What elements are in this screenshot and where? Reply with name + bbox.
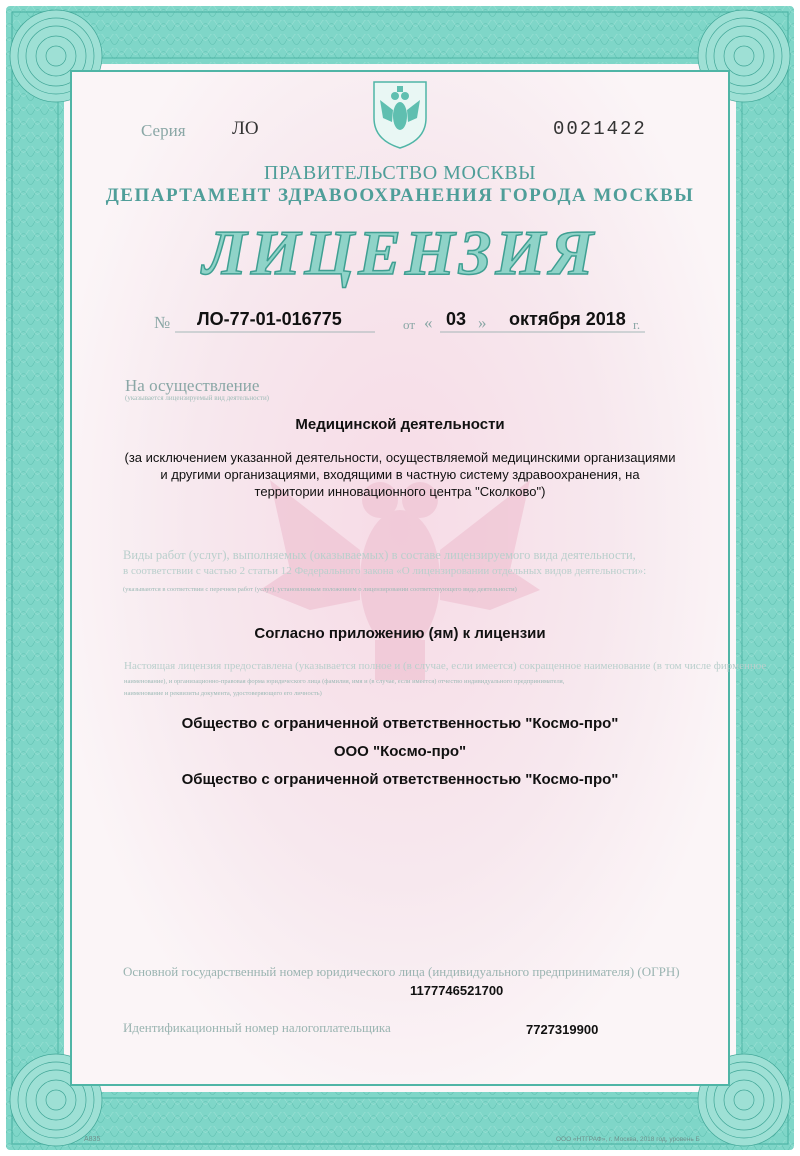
series-label: Серия [141, 121, 186, 140]
inn-value: 7727319900 [526, 1022, 599, 1037]
holder-line1: Настоящая лицензия предоставлена (указывается полное и (в случае, если имеется) сокращенное наименование (в том числе фирменное [124, 660, 767, 672]
date-month-year: октября 2018 [509, 309, 626, 329]
works-line1: Виды работ (услуг), выполняемых (оказываемых) в составе лицензируемого вида деятельности, [123, 548, 636, 562]
ogrn-label: Основной государственный номер юридического лица (индивидуального предпринимателя) (ОГРН) [123, 964, 680, 979]
holder-line3: наименование и реквизиты документа, удостоверяющего его личность) [124, 690, 322, 697]
issuer-line2: ДЕПАРТАМЕНТ ЗДРАВООХРАНЕНИЯ ГОРОДА МОСКВЫ [105, 185, 695, 206]
works-value: Согласно приложению (ям) к лицензии [254, 625, 546, 642]
quote-open: « [424, 313, 433, 332]
date-day: 03 [446, 309, 467, 329]
document-title: ЛИЦЕНЗИЯ [202, 217, 598, 288]
printer-imprint: ООО «НТГРАФ», г. Москва, 2018 год, уровень Б [556, 1136, 700, 1143]
date-from-label: от [403, 317, 416, 332]
activity-note-line3: территории инновационного центра "Сколково") [254, 484, 546, 499]
activity-label: На осуществление [125, 376, 260, 395]
activity-note-line2: и другими организациями, входящими в частную систему здравоохранения, на [160, 467, 640, 482]
ogrn-value: 1177746521700 [410, 983, 504, 998]
works-line3: (указываются в соответствии с перечнем работ (услуг), установленным положением о лицензировании соответствующего вида деятельности) [123, 586, 517, 593]
holder-line2: наименование), и организационно-правовая форма юридического лица (фамилия, имя и (в случае, если имеется) отчество индивидуального предпринимателя, [124, 678, 565, 685]
activity-name: Медицинской деятельности [295, 416, 505, 433]
year-suffix: г. [633, 317, 641, 332]
coat-of-arms-icon [370, 78, 430, 150]
issuer-line1: ПРАВИТЕЛЬСТВО МОСКВЫ [263, 162, 537, 184]
form-code: А835 [84, 1136, 101, 1143]
number-sign: № [154, 313, 171, 332]
holder-short-name: ООО "Космо-про" [333, 743, 467, 760]
license-number: ЛО-77-01-016775 [197, 309, 342, 329]
works-line2: в соответствии с частью 2 статьи 12 Федерального закона «О лицензировании отдельных видов деятельности»: [123, 565, 647, 577]
activity-note-line1: (за исключением указанной деятельности, осуществляемой медицинскими организациями [124, 450, 676, 465]
activity-sublabel: (указывается лицензируемый вид деятельности) [125, 394, 270, 402]
series-value: ЛО [232, 118, 259, 139]
quote-close: » [478, 313, 487, 332]
inn-label: Идентификационный номер налогоплательщика [123, 1020, 391, 1035]
form-number: 0021422 [553, 118, 647, 140]
holder-full-name: Общество с ограниченной ответственностью "Космо-про" [181, 715, 619, 732]
holder-firm-name: Общество с ограниченной ответственностью "Космо-про" [181, 771, 619, 788]
